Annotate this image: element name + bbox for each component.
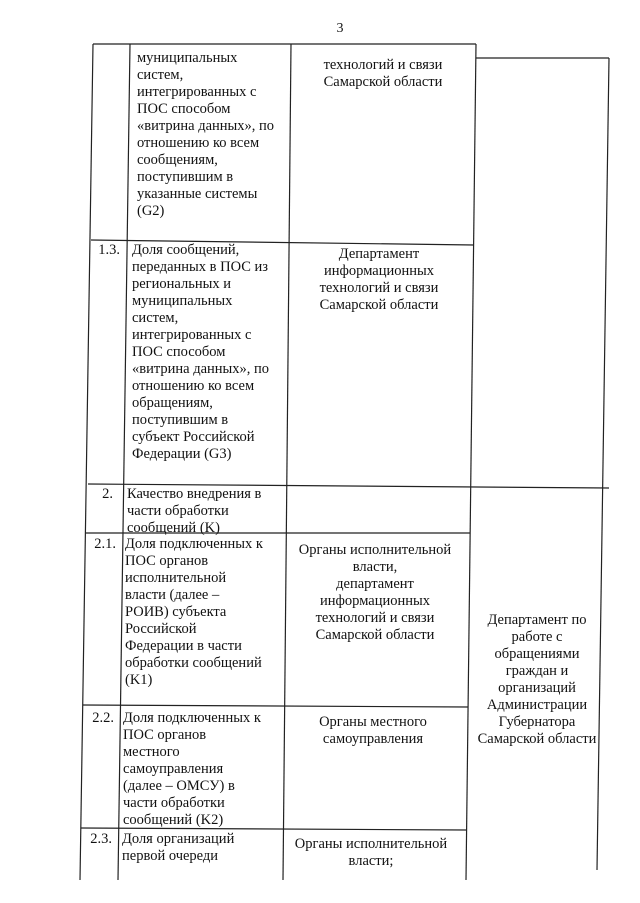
text-line: сообщениям,: [137, 152, 218, 168]
row-4-executor: [284, 714, 462, 748]
text-line: Органы исполнительной: [294, 836, 448, 852]
row-5-name: [122, 831, 278, 865]
text-line: Доля подключенных к: [123, 710, 261, 726]
text-line: Доля подключенных к: [125, 536, 263, 552]
text-line: власти;: [348, 853, 394, 869]
page-number: 3: [336, 21, 344, 36]
text-line: Самарской области: [319, 297, 439, 313]
row-5-executor: [282, 836, 460, 870]
text-line: обращениям,: [132, 395, 213, 411]
text-line: муниципальных: [132, 293, 233, 309]
text-line: указанные системы: [137, 186, 258, 202]
text-line: власти (далее –: [125, 587, 220, 603]
text-line: Администрации: [486, 697, 588, 713]
text-line: обработки сообщений: [125, 655, 262, 671]
text-line: Органы исполнительной: [298, 542, 452, 558]
text-line: Самарской области: [315, 627, 435, 643]
text-line: Федерации (G3): [132, 446, 232, 462]
text-line: (G2): [137, 203, 165, 219]
text-line: департамент: [336, 576, 414, 592]
text-line: поступившим в: [137, 169, 234, 185]
row-1-executor: [290, 246, 468, 314]
text-line: технологий и связи: [315, 610, 435, 626]
text-line: отношению ко всем: [132, 378, 255, 394]
text-line: поступившим в: [132, 412, 229, 428]
text-line: ПОС органов: [125, 553, 209, 569]
text-line: Доля организаций: [122, 831, 235, 847]
text-line: переданных в ПОС из: [132, 259, 269, 275]
text-line: Департамент: [338, 246, 420, 262]
row-1-name: [132, 242, 284, 463]
text-line: РОИВ) субъекта: [125, 604, 227, 620]
text-line: Доля сообщений,: [132, 242, 240, 258]
row-3-executor: [286, 542, 464, 644]
text-line: интегрированных с: [137, 84, 257, 100]
text-line: власти,: [352, 559, 398, 575]
text-line: Российской: [125, 621, 197, 637]
row-0-executor: [295, 57, 471, 91]
row-2-name: [127, 486, 283, 537]
text-line: информационных: [320, 593, 430, 609]
text-line: самоуправления: [123, 761, 224, 777]
text-line: (K1): [125, 672, 153, 688]
row-2-number: 2.: [102, 486, 113, 502]
text-line: местного: [123, 744, 180, 760]
responsible-department: [468, 612, 606, 748]
text-line: систем,: [132, 310, 179, 326]
text-line: отношению ко всем: [137, 135, 260, 151]
row-1-number: 1.3.: [98, 242, 120, 258]
text-line: Департамент по: [487, 612, 587, 628]
text-line: информационных: [324, 263, 434, 279]
text-line: ПОС органов: [123, 727, 207, 743]
text-line: организаций: [498, 680, 576, 696]
row-5-number: 2.3.: [90, 831, 112, 847]
text-line: ПОС способом: [132, 344, 226, 360]
text-line: интегрированных с: [132, 327, 252, 343]
text-line: «витрина данных», по: [132, 361, 270, 377]
text-line: первой очереди: [122, 848, 219, 864]
text-line: исполнительной: [125, 570, 227, 586]
text-line: Качество внедрения в: [127, 486, 262, 502]
text-line: граждан и: [505, 663, 569, 679]
text-line: работе с: [511, 629, 563, 645]
text-line: систем,: [137, 67, 184, 83]
row-4-number: 2.2.: [92, 710, 114, 726]
row-3-number: 2.1.: [94, 536, 116, 552]
text-line: технологий и связи: [323, 57, 443, 73]
text-line: Самарской области: [477, 731, 597, 747]
text-line: (далее – ОМСУ) в: [123, 778, 235, 794]
text-line: сообщений (K2): [123, 812, 224, 828]
text-line: Губернатора: [498, 714, 576, 730]
row-0-name: [137, 50, 289, 220]
text-line: ПОС способом: [137, 101, 231, 117]
text-line: Органы местного: [319, 714, 427, 730]
text-line: самоуправления: [322, 731, 424, 747]
text-line: Самарской области: [323, 74, 443, 90]
text-line: «витрина данных», по: [137, 118, 275, 134]
text-line: технологий и связи: [319, 280, 439, 296]
text-line: муниципальных: [137, 50, 238, 66]
text-line: субъект Российской: [132, 429, 255, 445]
row-4-name: [123, 710, 279, 829]
text-line: части обработки: [123, 795, 225, 811]
text-line: региональных и: [132, 276, 231, 292]
text-line: сообщений (K): [127, 520, 220, 536]
row-3-name: [125, 536, 281, 689]
text-line: Федерации в части: [125, 638, 242, 654]
text-line: части обработки: [127, 503, 229, 519]
text-line: обращениями: [494, 646, 580, 662]
